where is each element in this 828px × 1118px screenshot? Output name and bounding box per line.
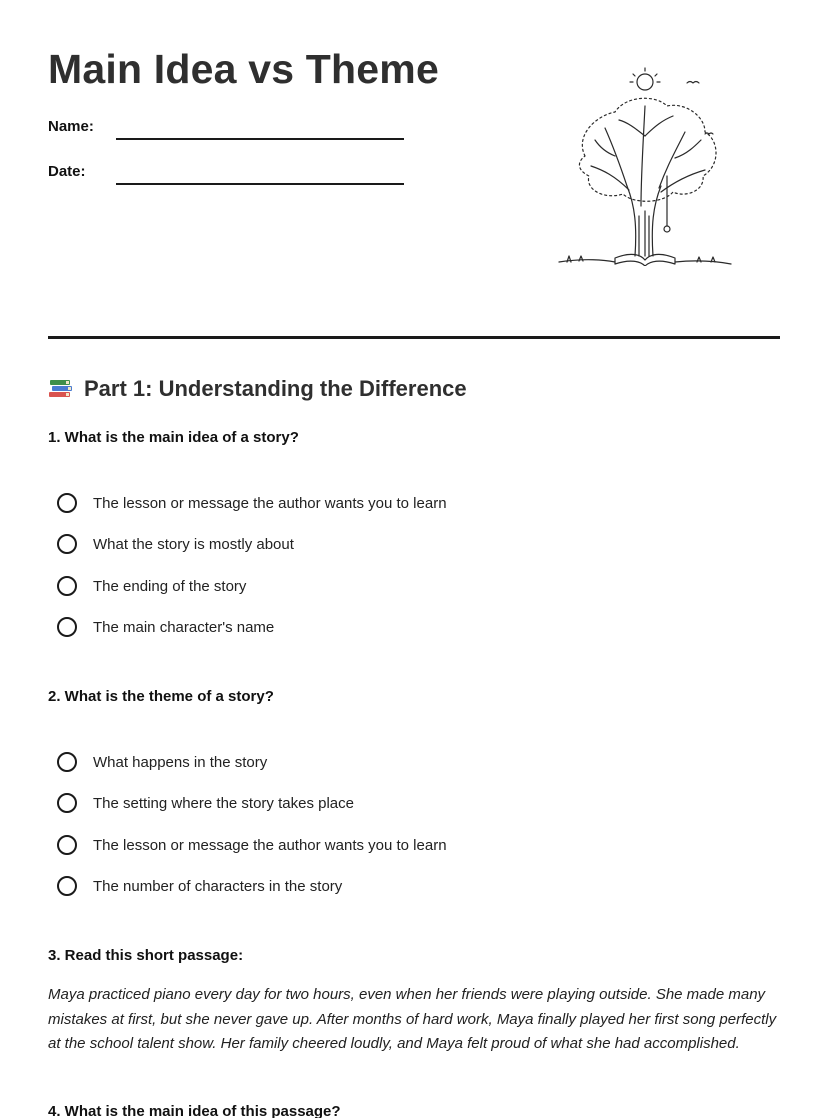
radio-circle-icon[interactable] bbox=[57, 534, 77, 554]
question-4-prompt: 4. What is the main idea of this passage? bbox=[48, 1103, 341, 1118]
question-1-option-3[interactable] bbox=[57, 574, 246, 598]
name-label: Name: bbox=[48, 118, 94, 135]
radio-circle-icon[interactable] bbox=[57, 752, 77, 772]
option-label: The lesson or message the author wants you to learn bbox=[93, 836, 447, 854]
option-label: What the story is mostly about bbox=[93, 535, 294, 553]
books-emoji-icon bbox=[48, 377, 74, 401]
date-field[interactable] bbox=[116, 183, 404, 185]
question-1-prompt: 1. What is the main idea of a story? bbox=[48, 429, 299, 446]
option-label: The setting where the story takes place bbox=[93, 794, 354, 812]
question-3-prompt: 3. Read this short passage: bbox=[48, 947, 244, 964]
radio-circle-icon[interactable] bbox=[57, 617, 77, 637]
worksheet-title: Main Idea vs Theme bbox=[48, 46, 439, 92]
question-1-option-2[interactable] bbox=[57, 532, 294, 556]
question-1-option-1[interactable] bbox=[57, 491, 447, 515]
option-label: What happens in the story bbox=[93, 753, 268, 771]
radio-circle-icon[interactable] bbox=[57, 835, 77, 855]
question-2-option-2[interactable] bbox=[57, 791, 354, 815]
date-label: Date: bbox=[48, 163, 86, 180]
option-label: The main character's name bbox=[93, 618, 275, 636]
question-2-option-3[interactable] bbox=[57, 833, 447, 857]
tree-illustration bbox=[555, 66, 735, 266]
option-label: The number of characters in the story bbox=[93, 877, 343, 895]
radio-circle-icon[interactable] bbox=[57, 876, 77, 896]
question-2-prompt: 2. What is the theme of a story? bbox=[48, 688, 274, 705]
reading-passage: Maya practiced piano every day for two hours, even when her friends were playing outside. She made many mistakes at first, but she never gave up. After months of hard work, Maya finally played her first song perfectly at the school talent show. Her family cheered loudly, and Maya felt proud of what she had accomplished. bbox=[48, 986, 777, 1053]
part-1-heading bbox=[48, 374, 467, 404]
question-2-option-4[interactable] bbox=[57, 874, 342, 898]
question-1-option-4[interactable] bbox=[57, 615, 274, 639]
option-label: The lesson or message the author wants you to learn bbox=[93, 494, 447, 512]
radio-circle-icon[interactable] bbox=[57, 576, 77, 596]
section-divider bbox=[48, 336, 780, 339]
option-label: The ending of the story bbox=[93, 577, 247, 595]
radio-circle-icon[interactable] bbox=[57, 493, 77, 513]
name-field[interactable] bbox=[116, 138, 404, 140]
radio-circle-icon[interactable] bbox=[57, 793, 77, 813]
question-2-option-1[interactable] bbox=[57, 750, 267, 774]
part-1-title: Part 1: Understanding the Difference bbox=[84, 376, 467, 401]
